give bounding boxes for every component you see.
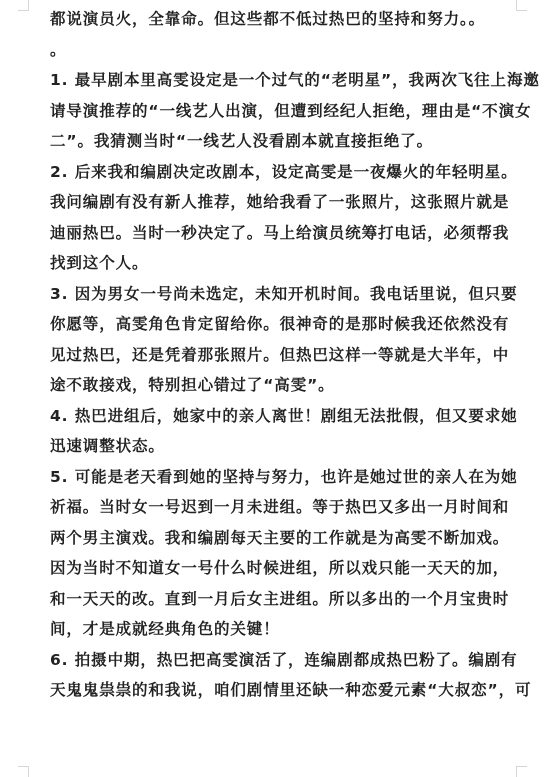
text-line: 。 — [50, 40, 67, 59]
text-line: 你愿等，高雯角色肯定留给你。很神奇的是那时候我还依然没有 — [50, 315, 510, 333]
text-line: 因为当时不知道女一号什么时候进组，所以戏只能一天天的加， — [50, 559, 510, 577]
text-line: 天鬼鬼祟祟的和我说，咱们剧情里还缺一种恋爱元素“大叔恋”，可 — [50, 681, 532, 699]
text-line: 都说演员火，全靠命。但这些都不低过热巴的坚持和努力。。 — [50, 10, 486, 28]
text-line: 两个男主演戏。我和编剧每天主要的工作就是为高雯不断加戏。 — [50, 528, 510, 547]
text-line: 4. 热巴进组后，她家中的亲人离世！剧组无法批假，但又要求她 — [50, 406, 518, 425]
text-line: 6. 拍摄中期，热巴把高雯演活了，连编剧都成热巴粉了。编剧有 — [50, 650, 518, 669]
text-line: 我问编剧有没有新人推荐，她给我看了一张照片，这张照片就是 — [50, 193, 510, 211]
text-line: 3. 因为男女一号尚未选定，未知开机时间。我电话里说，但只要 — [50, 284, 518, 303]
text-line: 请导演推荐的“一线艺人出演，但遭到经纪人拒绝，理由是“不演女 — [50, 101, 532, 120]
document-body-text — [50, 4, 540, 706]
text-line: 5. 可能是老天看到她的坚持与努力，也许是她过世的亲人在为她 — [50, 467, 518, 486]
text-line: 1. 最早剧本里高雯设定是一个过气的“老明星”，我两次飞往上海邀 — [50, 71, 540, 89]
page-corner-mark-bottom-left — [18, 766, 29, 777]
text-line: 和一天天的改。直到一月后女主进组。所以多出的一个月宝贵时 — [50, 589, 510, 608]
text-line: 二”。我猜测当时“一线艺人没看剧本就直接拒绝了。 — [50, 132, 433, 150]
text-line: 2. 后来我和编剧决定改剧本，设定高雯是一夜爆火的年轻明星。 — [50, 162, 518, 181]
text-line: 见过热巴，还是凭着那张照片。但热巴这样一等就是大半年，中 — [50, 345, 510, 364]
text-line: 迪丽热巴。当时一秒决定了。马上给演员统筹打电话，必须帮我 — [50, 223, 510, 242]
text-line: 途不敢接戏，特别担心错过了“高雯”。 — [50, 376, 335, 394]
page-corner-mark-top-left — [18, 0, 29, 11]
text-line: 迅速调整状态。 — [50, 437, 165, 455]
page-corner-mark-bottom-right — [516, 766, 527, 777]
text-line: 祈福。当时女一号迟到一月未进组。等于热巴又多出一月时间和 — [50, 498, 510, 516]
text-line: 间，才是成就经典角色的关键！ — [50, 620, 280, 638]
text-line: 找到这个人。 — [50, 254, 149, 272]
